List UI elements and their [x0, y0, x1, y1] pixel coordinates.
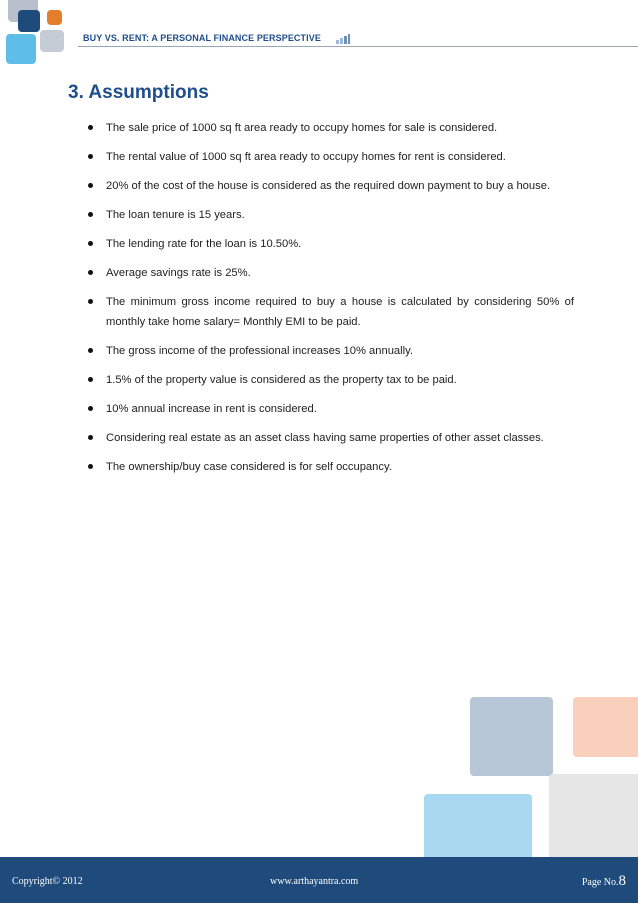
header-rule	[78, 46, 638, 47]
list-item-text: The gross income of the professional increases 10% annually.	[106, 345, 413, 357]
logo-square-lightblue	[6, 34, 36, 64]
list-item	[86, 234, 574, 254]
section-title: 3. Assumptions	[68, 82, 209, 103]
decor-square-peach	[573, 697, 638, 757]
bullet-icon	[88, 125, 93, 130]
footer-website-link[interactable]: www.arthayantra.com	[270, 876, 359, 887]
bullet-icon	[88, 435, 93, 440]
list-item-text: Average savings rate is 25%.	[106, 267, 251, 279]
bullet-icon	[88, 154, 93, 159]
list-item	[86, 457, 574, 477]
list-item-text: Considering real estate as an asset class having same properties of other asset classes.	[106, 432, 544, 444]
bullet-icon	[88, 212, 93, 217]
list-item-text: The lending rate for the loan is 10.50%.	[106, 238, 302, 250]
logo-square-navy	[18, 10, 40, 32]
list-item	[86, 399, 574, 419]
signal-bars-icon	[336, 34, 350, 44]
list-item-text: The rental value of 1000 sq ft area ready to occupy homes for rent is considered.	[106, 151, 506, 163]
page-label: Page No.	[581, 877, 619, 888]
page-number: 8	[618, 873, 626, 889]
footer-page-number	[582, 873, 626, 890]
list-item-text: 10% annual increase in rent is considered.	[106, 403, 317, 415]
bullet-icon	[88, 406, 93, 411]
list-item-text: The minimum gross income required to buy a house is calculated by considering 50% of monthly take home salary= Monthly EMI to be paid.	[106, 296, 574, 328]
decor-square-lightblue	[424, 794, 532, 864]
decor-square-greyblue	[470, 697, 553, 776]
list-item	[86, 147, 574, 167]
page-footer	[0, 857, 638, 903]
list-item	[86, 263, 574, 283]
bullet-icon	[88, 464, 93, 469]
document-header-title: BUY VS. RENT: A PERSONAL FINANCE PERSPECTIVE	[83, 33, 321, 43]
logo-square-orange	[47, 10, 62, 25]
list-item-text: 1.5% of the property value is considered as the property tax to be paid.	[106, 374, 457, 386]
bullet-icon	[88, 241, 93, 246]
list-item-text: The loan tenure is 15 years.	[106, 209, 245, 221]
assumptions-list	[86, 118, 574, 486]
list-item	[86, 176, 574, 196]
list-item	[86, 341, 574, 361]
decor-square-lightgrey	[549, 774, 638, 864]
bullet-icon	[88, 270, 93, 275]
list-item-text: The ownership/buy case considered is for self occupancy.	[106, 461, 392, 473]
list-item	[86, 428, 574, 448]
bullet-icon	[88, 183, 93, 188]
list-item	[86, 370, 574, 390]
list-item	[86, 205, 574, 225]
list-item-text: 20% of the cost of the house is considered as the required down payment to buy a house.	[106, 180, 551, 192]
bullet-icon	[88, 299, 93, 304]
list-item-text: The sale price of 1000 sq ft area ready to occupy homes for sale is considered.	[106, 122, 498, 134]
list-item	[86, 118, 574, 138]
bullet-icon	[88, 377, 93, 382]
logo-square-silver	[40, 30, 64, 52]
bullet-icon	[88, 348, 93, 353]
list-item	[86, 292, 574, 332]
footer-copyright: Copyright© 2012	[12, 876, 83, 887]
